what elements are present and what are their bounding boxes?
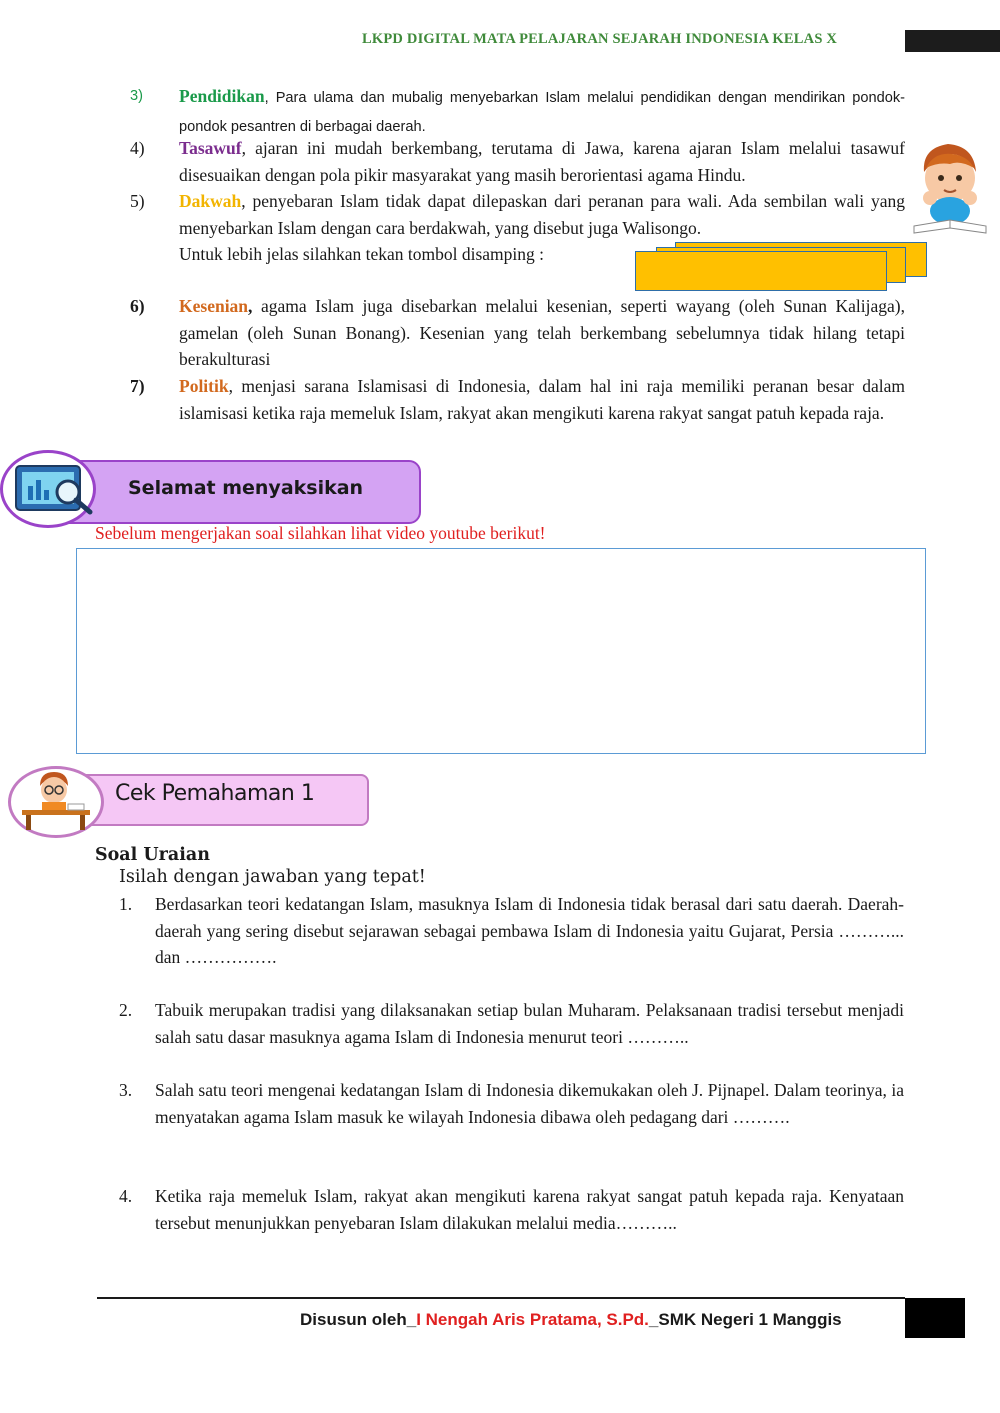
footer-credit (300, 1310, 842, 1330)
item-number: 4) (130, 138, 145, 158)
soal-instruction: Isilah dengan jawaban yang tepat! (119, 867, 426, 887)
question-text: Berdasarkan teori kedatangan Islam, masuknya Islam di Indonesia tidak berasal dari satu daerah. Daerah-daerah yang sering disebut sejarawan sebagai pembawa Islam di Indonesia yaitu Gujarat, Persia ………... dan ……………. (155, 894, 904, 967)
item-keyword: Dakwah (179, 191, 242, 211)
question-number: 2. (119, 1000, 133, 1020)
soal-title: Soal Uraian (95, 845, 210, 865)
footer-block (905, 1298, 965, 1338)
question-item (119, 1077, 904, 1130)
list-item (130, 83, 905, 140)
monitor-search-icon (12, 462, 102, 518)
item-keyword: Politik (179, 376, 229, 396)
question-text: Salah satu teori mengenai kedatangan Islam di Indonesia dikemukakan oleh J. Pijnapel. Dalam teorinya, ia menyatakan agama Islam masuk ke wilayah Indonesia dibawa oleh pedagang dari ………. (155, 1080, 904, 1127)
item-keyword: Kesenian (179, 296, 249, 316)
item-text: agama Islam juga disebarkan melalui kesenian, seperti wayang (oleh Sunan Kalijaga), gamelan (oleh Sunan Bonang). Kesenian yang telah berkembang sebelumnya tidak hilang tetapi berakulturasi (179, 296, 905, 369)
item-keyword: Pendidikan (179, 86, 265, 106)
item-number: 5) (130, 191, 145, 211)
list-item (130, 135, 905, 188)
footer-divider (97, 1297, 905, 1299)
question-number: 3. (119, 1080, 133, 1100)
list-item (130, 373, 905, 426)
item-instruction: Untuk lebih jelas silahkan tekan tombol disamping : (179, 244, 545, 264)
question-number: 4. (119, 1186, 133, 1206)
question-text: Ketika raja memeluk Islam, rakyat akan mengikuti karena rakyat sangat patuh kepada raja. Kenyataan tersebut menunjukkan penyebaran Islam dilakukan melalui media……….. (155, 1186, 904, 1233)
question-text: Tabuik merupakan tradisi yang dilaksanakan setiap bulan Muharam. Pelaksanaan tradisi tersebut menjadi salah satu dasar masuknya agama Islam di Indonesia menurut teori ……….. (155, 1000, 904, 1047)
footer-school: _SMK Negeri 1 Manggis (648, 1310, 842, 1329)
question-number: 1. (119, 894, 133, 914)
video-instruction: Sebelum mengerjakan soal silahkan lihat video youtube berikut! (95, 523, 546, 543)
thinking-child-icon (910, 138, 990, 238)
item-number: 7) (130, 376, 145, 396)
walisongo-button[interactable] (635, 251, 887, 291)
footer-author: I Nengah Aris Pratama, S.Pd. (416, 1310, 649, 1329)
item-keyword: Tasawuf (179, 138, 242, 158)
item-keyword-suffix: , (248, 296, 253, 316)
item-number: 3) (130, 88, 143, 104)
question-item (119, 997, 904, 1050)
item-text: , menjasi sarana Islamisasi di Indonesia, dalam hal ini raja memiliki peranan besar dalam islamisasi ketika raja memeluk Islam, rakyat akan mengikuti karena rakyat sangat patuh kepada raja. (179, 376, 905, 423)
header-title: LKPD DIGITAL MATA PELAJARAN SEJARAH INDONESIA KELAS X (362, 31, 838, 47)
video-section-title: Selamat menyaksikan (128, 477, 364, 499)
check-section-title: Cek Pemahaman 1 (115, 781, 315, 806)
youtube-video-embed[interactable] (76, 548, 926, 754)
student-desk-icon (18, 770, 94, 832)
item-number: 6) (130, 296, 145, 316)
item-text: , ajaran ini mudah berkembang, terutama di Jawa, karena ajaran Islam melalui tasawuf disesuaikan dengan pola pikir masyarakat yang masih berorientasi agama Hindu. (179, 138, 905, 185)
item-text: , penyebaran Islam tidak dapat dilepaskan dari peranan para wali. Ada sembilan wali yang menyebarkan Islam dengan cara berdakwah, yang disebut juga Walisongo. (179, 191, 905, 238)
list-item (130, 293, 905, 373)
question-item (119, 1183, 904, 1236)
header-bar (905, 30, 1000, 52)
footer-prefix: Disusun oleh_ (300, 1310, 417, 1329)
question-item (119, 891, 904, 971)
item-text: , Para ulama dan mubalig menyebarkan Islam melalui pendidikan dengan mendirikan pondok-pondok pesantren di berbagai daerah. (179, 90, 905, 135)
